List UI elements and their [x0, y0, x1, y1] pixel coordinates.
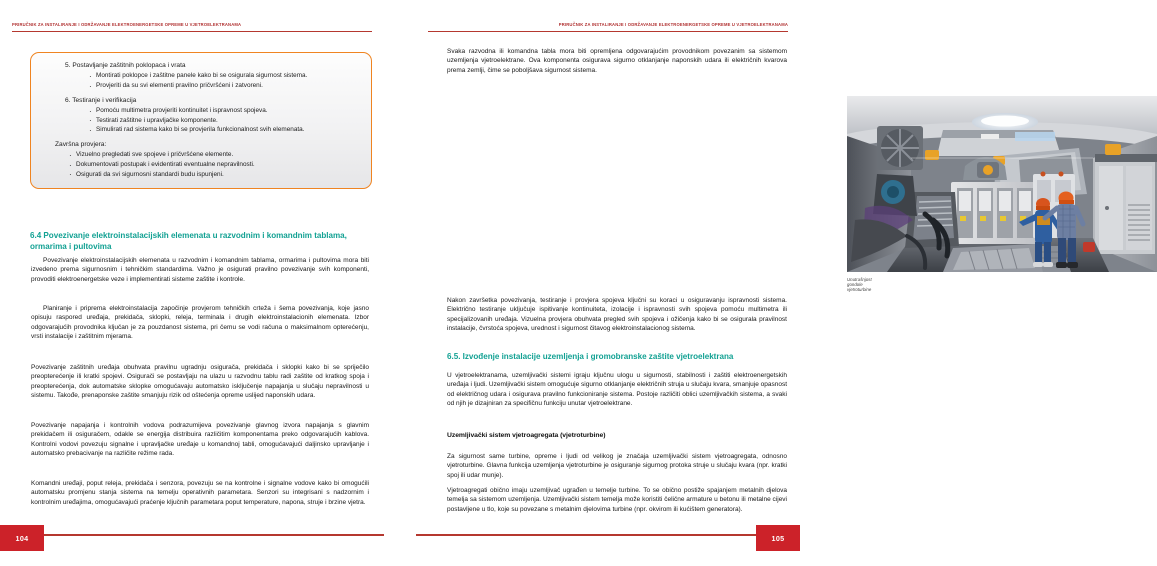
running-head-left: PRIRUČNIK ZA INSTALIRANJE I ODRŽAVANJE ELEKTROENERGETSKE OPREME U VJETROELEKTRANAMA: [12, 22, 242, 27]
header-rule-right: [428, 31, 788, 32]
callout-item5-title: 5. Postavljanje zaštitnih poklopaca i vrata: [65, 62, 186, 69]
page-number-104: 104: [0, 525, 44, 551]
paragraph-5: Komandni uređaji, poput releja, prekidača i senzora, povezuju se na kontrolne i signalne vodove kako bi omogućili automatsku promjenu stanja sistema na temelju operativnih parametara. Senzori su integrisani s nadzornim i kontrolnim uređajima, omogućavajući praćenje ključnih parametara poput temperature, napona, struje i brzine vjetra.: [31, 480, 369, 506]
paragraph-after-photo: Nakon završetka povezivanja, testiranje i provjera spojeva ključni su koraci u osiguravanju ispravnosti sistema. Električno testiranje uključuje ispitivanje kontinuiteta, izolacije i ispravnosti svih spojeva pomoću multimetra ili specijalizovanih uređaja. Vizuelna provjera obuhvata pregled svih spojeva i ožičenja kako bi se osigurala pravilnost instalacije, čvrstoća spojeva, urednost i sigurnost čitavog elektroinstalacionog sistema.: [447, 297, 787, 333]
paragraph-2: Planiranje i priprema elektroinstalacija započinje provjerom tehničkih crteža i šema povezivanja, koje jasno opisuju raspored uređaja, prekidača, sklopki, releja, terminala i drugih elektroinstalacionih elemenata. Izbor odgovarajućih provodnika ključan je za pouzdanost sistema, pri čemu se vodi računa o maksimalnom opterećenju, vrsti instalacije i zaštitnim mjerama.: [31, 305, 369, 341]
list-item: · Pomoću multimetra provjeriti kontinuitet i ispravnost spojeva.: [89, 106, 359, 115]
footer-rule-left: [38, 534, 384, 535]
page-104: [0, 0, 396, 566]
page-number-105: 105: [756, 525, 800, 551]
running-head-right: PRIRUČNIK ZA INSTALIRANJE I ODRŽAVANJE ELEKTROENERGETSKE OPREME U VJETROELEKTRANAMA: [558, 22, 788, 27]
page-105: [404, 0, 872, 566]
paragraph-4: Povezivanje napajanja i kontrolnih vodova podrazumijeva povezivanje glavnog izvora napajanja s glavnim prekidačem ili osiguračem, odakle se energija distribuira različitim komponentama preko odgovarajućih kablova. Kontrolni vodovi povezuju signalne i upravljačke uređaje u komandnoj tabli, omogućavajući daljinsko upravljanje i automatsko prebacivanje na različite režime rada.: [31, 422, 369, 458]
paragraph-3: Povezivanje zaštitnih uređaja obuhvata pravilnu ugradnju osigurača, prekidača i sklopki kako bi se spriječilo preopterećenje ili kratki spojevi. Osigurači se postavljaju na ulazu u razvodnu tablu radi zaštite od kratkog spoja i preopterećenja, dok automatske sklopke omogućavaju automatsko isključenje napajanja u slučaju nepravilnosti u sistemu. Takođe, prenaponske zaštite smanjuju rizik od oštećenja opreme uslijed naponskih udara.: [31, 364, 369, 400]
intro-paragraph: Svaka razvodna ili komandna tabla mora biti opremljena odgovarajućim provodnikom povezanim sa sistemom uzemljenja vjetroelektrane. Ova komponenta osigurava sigurno otklanjanje naponskih udara ili električnih kvarova prema zemlji, čime se poboljšava sigurnost sistema.: [447, 48, 787, 74]
list-item: · Dokumentovati postupak i evidentirati eventualne nepravilnosti.: [69, 160, 359, 169]
header-rule-left: [12, 31, 372, 32]
procedure-callout-box: [30, 52, 372, 189]
callout-final-title: Završna provjera:: [55, 141, 107, 149]
list-item: · Testirati zaštitne i upravljačke komponente.: [89, 116, 359, 125]
callout-item5-list: [89, 71, 359, 90]
list-item: · Vizuelno pregledati sve spojeve i pričvršćene elemente.: [69, 150, 359, 159]
nacelle-interior-illustration: [847, 96, 1157, 272]
callout-item6-title: 6. Testiranje i verifikacija: [65, 96, 137, 104]
list-item: · Osigurati da svi sigurnosni standardi budu ispunjeni.: [69, 170, 359, 179]
list-item: · Provjeriti da su svi elementi pravilno pričvršćeni i zatvoreni.: [89, 81, 359, 90]
subheading-uzemljivacki-sistem: Uzemljivački sistem vjetroagregata (vjetroturbine): [447, 432, 606, 439]
paragraph-6-5: U vjetroelektranama, uzemljivački sistemi igraju ključnu ulogu u sigurnosti, stabilnosti i zaštiti elektroenergetskih uređaja i ljudi. Uzemljivački sistem omogućuje sigurno otklanjanje električnih struja u slučaju kvara, smanjuje opasnost od električnog udara i osigurava pravilno funkcioniranje sistema. Postoje različiti oblici uzemljivačkih sistema, a svaki od njih je dizajniran za specifičnu funkciju unutar vjetroelektrane.: [447, 372, 787, 408]
photo-caption: Unutrašnjost gondole vjetroturbine: [847, 277, 872, 292]
callout-item6-list: [89, 106, 359, 135]
wind-turbine-nacelle-photo: [847, 96, 1157, 272]
section-heading-6-4: 6.4 Povezivanje elektroinstalacijskih elemenata u razvodnim i komandnim tablama, ormarima i pultovima: [30, 231, 347, 251]
section-heading-6-5: 6.5. Izvođenje instalacije uzemljenja i gromobranske zaštite vjetroelektrana: [447, 352, 734, 361]
callout-final-list: [69, 150, 359, 179]
list-item: · Montirati poklopce i zaštitne panele kako bi se osigurala sigurnost sistema.: [89, 71, 359, 80]
paragraph-1: Povezivanje elektroinstalacijskih elemenata u razvodnim i komandnim tablama, ormarima i pultovima mora biti izvedeno prema sigurnosnim i tehničkim standardima. Važno je osigurati pravilno povezivanje svih komponenti, provoditi elektroenergetske veze i implementirati sisteme zaštite i kontrole.: [31, 257, 369, 283]
footer-rule-right: [416, 534, 762, 535]
paragraph-tail-2: Vjetroagregati obično imaju uzemljivač ugrađen u temelje turbine. To se obično postiže spajanjem metalnih djelova temelja sa sistemom uzemljenja. Uzemljivački sistem temelja može koristiti čelične armature u betonu ili metalne cijevi postavljene u tlo, koje su povezane s metalnim djelovima turbine (npr. okvirom ili kućištem generatora).: [447, 487, 787, 513]
list-item: · Simulirati rad sistema kako bi se provjerila funkcionalnost svih elemenata.: [89, 125, 359, 134]
paragraph-tail-1: Za sigurnost same turbine, opreme i ljudi od velikog je značaja uzemljivački sistem vjetroagregata, odnosno vjetroturbine. Glavna funkcija uzemljenja vjetroturbine je osiguranje sigurnog protoka struje u slučaju kvara (npr. kratki spoj ili udar munje).: [447, 453, 787, 479]
